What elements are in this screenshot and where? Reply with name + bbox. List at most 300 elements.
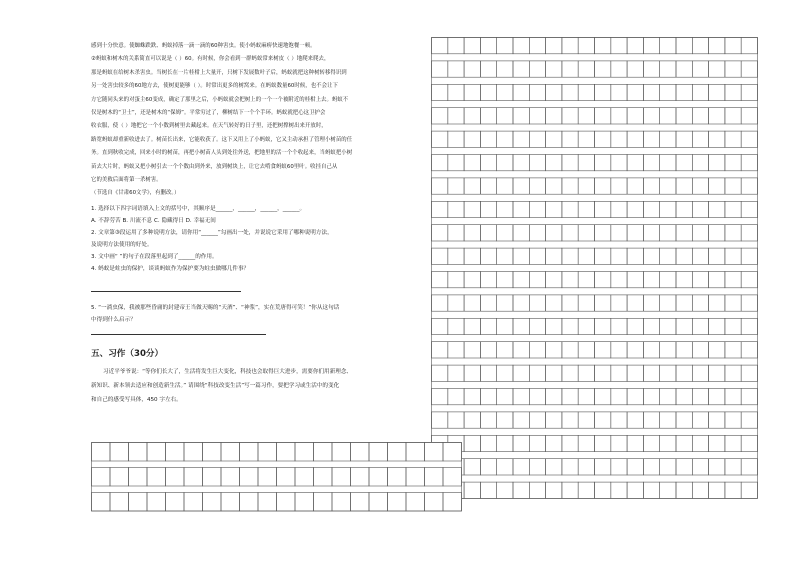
grid-cell[interactable] [611, 459, 627, 475]
grid-cell[interactable] [513, 318, 529, 334]
grid-cell[interactable] [546, 155, 562, 171]
grid-cell[interactable] [562, 365, 578, 381]
grid-cell[interactable] [595, 435, 611, 451]
grid-cell[interactable] [741, 225, 757, 241]
grid-cell[interactable] [448, 365, 464, 381]
grid-cell[interactable] [725, 131, 741, 147]
grid-cell[interactable] [529, 155, 545, 171]
grid-cell[interactable] [595, 61, 611, 77]
grid-cell[interactable] [692, 155, 708, 171]
grid-cell[interactable] [578, 482, 594, 498]
grid-cell[interactable] [513, 272, 529, 288]
grid-cell[interactable] [611, 178, 627, 194]
grid-cell[interactable] [448, 84, 464, 100]
grid-cell[interactable] [709, 435, 725, 451]
grid-cell[interactable] [578, 201, 594, 217]
grid-cell[interactable] [643, 295, 659, 311]
grid-cell[interactable] [166, 493, 185, 512]
grid-cell[interactable] [432, 272, 448, 288]
grid-cell[interactable] [611, 435, 627, 451]
grid-cell[interactable] [595, 482, 611, 498]
grid-cell[interactable] [184, 493, 203, 512]
grid-cell[interactable] [513, 225, 529, 241]
grid-cell[interactable] [692, 61, 708, 77]
grid-cell[interactable] [676, 459, 692, 475]
grid-cell[interactable] [480, 225, 496, 241]
grid-cell[interactable] [643, 342, 659, 358]
grid-cell[interactable] [203, 443, 222, 462]
grid-cell[interactable] [562, 155, 578, 171]
grid-cell[interactable] [562, 201, 578, 217]
grid-cell[interactable] [480, 131, 496, 147]
grid-cell[interactable] [725, 318, 741, 334]
grid-cell[interactable] [546, 225, 562, 241]
grid-cell[interactable] [578, 272, 594, 288]
grid-cell[interactable] [611, 272, 627, 288]
grid-cell[interactable] [513, 295, 529, 311]
grid-cell[interactable] [497, 482, 513, 498]
grid-cell[interactable] [147, 468, 166, 487]
grid-cell[interactable] [578, 178, 594, 194]
grid-cell[interactable] [611, 155, 627, 171]
grid-cell[interactable] [627, 108, 643, 124]
grid-cell[interactable] [497, 155, 513, 171]
grid-cell[interactable] [627, 318, 643, 334]
grid-cell[interactable] [692, 295, 708, 311]
grid-cell[interactable] [643, 272, 659, 288]
grid-cell[interactable] [709, 318, 725, 334]
grid-cell[interactable] [562, 459, 578, 475]
grid-cell[interactable] [692, 38, 708, 54]
grid-cell[interactable] [443, 493, 462, 512]
grid-cell[interactable] [660, 272, 676, 288]
grid-cell[interactable] [562, 225, 578, 241]
grid-cell[interactable] [741, 84, 757, 100]
grid-cell[interactable] [611, 38, 627, 54]
grid-cell[interactable] [660, 155, 676, 171]
grid-cell[interactable] [709, 61, 725, 77]
grid-cell[interactable] [643, 201, 659, 217]
grid-cell[interactable] [129, 493, 148, 512]
grid-cell[interactable] [611, 84, 627, 100]
grid-cell[interactable] [513, 178, 529, 194]
grid-cell[interactable] [314, 493, 333, 512]
grid-cell[interactable] [562, 435, 578, 451]
grid-cell[interactable] [627, 412, 643, 428]
grid-cell[interactable] [464, 272, 480, 288]
grid-cell[interactable] [464, 318, 480, 334]
grid-cell[interactable] [480, 389, 496, 405]
grid-cell[interactable] [529, 365, 545, 381]
grid-cell[interactable] [709, 38, 725, 54]
grid-cell[interactable] [497, 178, 513, 194]
grid-cell[interactable] [676, 248, 692, 264]
grid-cell[interactable] [660, 295, 676, 311]
grid-cell[interactable] [184, 468, 203, 487]
grid-cell[interactable] [741, 155, 757, 171]
grid-cell[interactable] [611, 342, 627, 358]
grid-cell[interactable] [432, 295, 448, 311]
grid-cell[interactable] [448, 295, 464, 311]
grid-cell[interactable] [676, 84, 692, 100]
grid-cell[interactable] [432, 131, 448, 147]
grid-cell[interactable] [692, 84, 708, 100]
grid-cell[interactable] [129, 443, 148, 462]
grid-cell[interactable] [676, 155, 692, 171]
grid-cell[interactable] [595, 295, 611, 311]
grid-cell[interactable] [464, 178, 480, 194]
grid-cell[interactable] [643, 131, 659, 147]
grid-cell[interactable] [546, 248, 562, 264]
grid-cell[interactable] [529, 435, 545, 451]
grid-cell[interactable] [529, 131, 545, 147]
grid-cell[interactable] [448, 272, 464, 288]
grid-cell[interactable] [497, 248, 513, 264]
grid-cell[interactable] [448, 412, 464, 428]
grid-cell[interactable] [660, 342, 676, 358]
grid-cell[interactable] [611, 318, 627, 334]
grid-cell[interactable] [562, 131, 578, 147]
grid-cell[interactable] [529, 178, 545, 194]
grid-cell[interactable] [660, 38, 676, 54]
grid-cell[interactable] [464, 435, 480, 451]
grid-cell[interactable] [578, 412, 594, 428]
grid-cell[interactable] [611, 295, 627, 311]
grid-cell[interactable] [497, 435, 513, 451]
grid-cell[interactable] [627, 225, 643, 241]
grid-cell[interactable] [627, 38, 643, 54]
grid-cell[interactable] [388, 443, 407, 462]
grid-cell[interactable] [513, 248, 529, 264]
grid-cell[interactable] [595, 365, 611, 381]
grid-cell[interactable] [741, 482, 757, 498]
grid-cell[interactable] [676, 342, 692, 358]
grid-cell[interactable] [643, 412, 659, 428]
grid-cell[interactable] [432, 412, 448, 428]
grid-cell[interactable] [709, 201, 725, 217]
grid-cell[interactable] [741, 272, 757, 288]
grid-cell[interactable] [221, 493, 240, 512]
grid-cell[interactable] [203, 493, 222, 512]
grid-cell[interactable] [611, 248, 627, 264]
grid-cell[interactable] [676, 225, 692, 241]
grid-cell[interactable] [725, 365, 741, 381]
grid-cell[interactable] [676, 389, 692, 405]
grid-cell[interactable] [497, 131, 513, 147]
grid-cell[interactable] [741, 318, 757, 334]
grid-cell[interactable] [709, 365, 725, 381]
grid-cell[interactable] [529, 318, 545, 334]
grid-cell[interactable] [660, 459, 676, 475]
answer-line-4[interactable] [91, 283, 241, 292]
grid-cell[interactable] [432, 365, 448, 381]
grid-cell[interactable] [480, 84, 496, 100]
grid-cell[interactable] [595, 155, 611, 171]
grid-cell[interactable] [513, 389, 529, 405]
grid-cell[interactable] [546, 295, 562, 311]
grid-cell[interactable] [725, 225, 741, 241]
grid-cell[interactable] [660, 61, 676, 77]
grid-cell[interactable] [448, 155, 464, 171]
grid-cell[interactable] [546, 459, 562, 475]
grid-cell[interactable] [643, 178, 659, 194]
grid-cell[interactable] [480, 295, 496, 311]
grid-cell[interactable] [611, 61, 627, 77]
grid-cell[interactable] [513, 342, 529, 358]
grid-cell[interactable] [432, 225, 448, 241]
grid-cell[interactable] [448, 225, 464, 241]
grid-cell[interactable] [676, 61, 692, 77]
grid-cell[interactable] [529, 482, 545, 498]
grid-cell[interactable] [480, 365, 496, 381]
grid-cell[interactable] [432, 61, 448, 77]
grid-cell[interactable] [513, 201, 529, 217]
grid-cell[interactable] [497, 38, 513, 54]
grid-cell[interactable] [497, 318, 513, 334]
grid-cell[interactable] [725, 248, 741, 264]
grid-cell[interactable] [725, 459, 741, 475]
grid-cell[interactable] [643, 482, 659, 498]
grid-cell[interactable] [480, 38, 496, 54]
grid-cell[interactable] [578, 248, 594, 264]
grid-cell[interactable] [92, 493, 111, 512]
grid-cell[interactable] [660, 108, 676, 124]
grid-cell[interactable] [562, 61, 578, 77]
grid-cell[interactable] [369, 493, 388, 512]
grid-cell[interactable] [295, 443, 314, 462]
grid-cell[interactable] [709, 225, 725, 241]
grid-cell[interactable] [578, 365, 594, 381]
grid-cell[interactable] [480, 435, 496, 451]
grid-cell[interactable] [314, 468, 333, 487]
grid-cell[interactable] [595, 318, 611, 334]
grid-cell[interactable] [480, 482, 496, 498]
grid-cell[interactable] [692, 389, 708, 405]
grid-cell[interactable] [432, 248, 448, 264]
grid-cell[interactable] [529, 459, 545, 475]
grid-cell[interactable] [425, 468, 444, 487]
grid-cell[interactable] [497, 84, 513, 100]
grid-cell[interactable] [595, 38, 611, 54]
grid-cell[interactable] [464, 108, 480, 124]
grid-cell[interactable] [611, 412, 627, 428]
grid-cell[interactable] [464, 201, 480, 217]
grid-cell[interactable] [546, 318, 562, 334]
grid-cell[interactable] [643, 38, 659, 54]
grid-cell[interactable] [221, 443, 240, 462]
grid-cell[interactable] [611, 482, 627, 498]
grid-cell[interactable] [709, 412, 725, 428]
grid-cell[interactable] [709, 248, 725, 264]
grid-cell[interactable] [611, 201, 627, 217]
grid-cell[interactable] [741, 365, 757, 381]
grid-cell[interactable] [611, 389, 627, 405]
grid-cell[interactable] [725, 412, 741, 428]
grid-cell[interactable] [611, 131, 627, 147]
grid-cell[interactable] [562, 295, 578, 311]
grid-cell[interactable] [578, 318, 594, 334]
grid-cell[interactable] [676, 435, 692, 451]
grid-cell[interactable] [351, 443, 370, 462]
grid-cell[interactable] [425, 493, 444, 512]
grid-cell[interactable] [147, 493, 166, 512]
grid-cell[interactable] [676, 482, 692, 498]
grid-cell[interactable] [725, 482, 741, 498]
grid-cell[interactable] [627, 155, 643, 171]
grid-cell[interactable] [497, 459, 513, 475]
grid-cell[interactable] [692, 108, 708, 124]
grid-cell[interactable] [578, 342, 594, 358]
grid-cell[interactable] [546, 342, 562, 358]
grid-cell[interactable] [295, 493, 314, 512]
grid-cell[interactable] [480, 272, 496, 288]
grid-cell[interactable] [676, 412, 692, 428]
grid-cell[interactable] [480, 178, 496, 194]
grid-cell[interactable] [497, 225, 513, 241]
grid-cell[interactable] [676, 38, 692, 54]
grid-cell[interactable] [432, 342, 448, 358]
grid-cell[interactable] [725, 84, 741, 100]
grid-cell[interactable] [643, 248, 659, 264]
grid-cell[interactable] [627, 84, 643, 100]
grid-cell[interactable] [709, 295, 725, 311]
grid-cell[interactable] [464, 295, 480, 311]
grid-cell[interactable] [332, 468, 351, 487]
grid-cell[interactable] [332, 493, 351, 512]
grid-cell[interactable] [725, 38, 741, 54]
grid-cell[interactable] [497, 342, 513, 358]
grid-cell[interactable] [480, 412, 496, 428]
grid-cell[interactable] [529, 108, 545, 124]
grid-cell[interactable] [464, 61, 480, 77]
grid-cell[interactable] [388, 468, 407, 487]
grid-cell[interactable] [464, 482, 480, 498]
grid-cell[interactable] [578, 84, 594, 100]
grid-cell[interactable] [643, 108, 659, 124]
grid-cell[interactable] [562, 84, 578, 100]
grid-cell[interactable] [464, 155, 480, 171]
grid-cell[interactable] [725, 435, 741, 451]
grid-cell[interactable] [464, 342, 480, 358]
grid-cell[interactable] [660, 248, 676, 264]
grid-cell[interactable] [741, 342, 757, 358]
grid-cell[interactable] [448, 108, 464, 124]
grid-cell[interactable] [497, 108, 513, 124]
grid-cell[interactable] [676, 108, 692, 124]
grid-cell[interactable] [464, 389, 480, 405]
grid-cell[interactable] [676, 295, 692, 311]
grid-cell[interactable] [643, 318, 659, 334]
grid-cell[interactable] [709, 459, 725, 475]
grid-cell[interactable] [676, 272, 692, 288]
grid-cell[interactable] [432, 201, 448, 217]
grid-cell[interactable] [709, 84, 725, 100]
grid-cell[interactable] [529, 272, 545, 288]
grid-cell[interactable] [464, 84, 480, 100]
grid-cell[interactable] [627, 178, 643, 194]
grid-cell[interactable] [692, 178, 708, 194]
grid-cell[interactable] [741, 178, 757, 194]
grid-cell[interactable] [627, 435, 643, 451]
grid-cell[interactable] [741, 201, 757, 217]
grid-cell[interactable] [513, 155, 529, 171]
grid-cell[interactable] [562, 318, 578, 334]
grid-cell[interactable] [497, 272, 513, 288]
grid-cell[interactable] [432, 38, 448, 54]
grid-cell[interactable] [725, 155, 741, 171]
grid-cell[interactable] [546, 61, 562, 77]
grid-cell[interactable] [480, 155, 496, 171]
grid-cell[interactable] [480, 342, 496, 358]
grid-cell[interactable] [595, 225, 611, 241]
grid-cell[interactable] [497, 61, 513, 77]
grid-cell[interactable] [258, 443, 277, 462]
grid-cell[interactable] [595, 108, 611, 124]
grid-cell[interactable] [595, 272, 611, 288]
grid-cell[interactable] [432, 178, 448, 194]
grid-cell[interactable] [643, 435, 659, 451]
grid-cell[interactable] [432, 318, 448, 334]
grid-cell[interactable] [578, 389, 594, 405]
grid-cell[interactable] [432, 108, 448, 124]
grid-cell[interactable] [277, 468, 296, 487]
grid-cell[interactable] [660, 84, 676, 100]
grid-cell[interactable] [578, 225, 594, 241]
grid-cell[interactable] [627, 61, 643, 77]
grid-cell[interactable] [741, 131, 757, 147]
grid-cell[interactable] [627, 365, 643, 381]
grid-cell[interactable] [578, 38, 594, 54]
grid-cell[interactable] [448, 178, 464, 194]
grid-cell[interactable] [513, 38, 529, 54]
grid-cell[interactable] [741, 389, 757, 405]
grid-cell[interactable] [546, 108, 562, 124]
grid-cell[interactable] [709, 342, 725, 358]
grid-cell[interactable] [110, 468, 129, 487]
grid-cell[interactable] [92, 468, 111, 487]
grid-cell[interactable] [129, 468, 148, 487]
grid-cell[interactable] [513, 61, 529, 77]
writing-grid-bottom[interactable] [91, 442, 462, 518]
grid-cell[interactable] [513, 131, 529, 147]
grid-cell[interactable] [546, 272, 562, 288]
grid-cell[interactable] [529, 38, 545, 54]
grid-cell[interactable] [611, 108, 627, 124]
grid-cell[interactable] [277, 443, 296, 462]
grid-cell[interactable] [595, 131, 611, 147]
grid-cell[interactable] [448, 389, 464, 405]
grid-cell[interactable] [529, 201, 545, 217]
grid-cell[interactable] [529, 248, 545, 264]
grid-cell[interactable] [480, 318, 496, 334]
grid-cell[interactable] [546, 365, 562, 381]
grid-cell[interactable] [480, 459, 496, 475]
grid-cell[interactable] [627, 482, 643, 498]
grid-cell[interactable] [464, 131, 480, 147]
grid-cell[interactable] [448, 342, 464, 358]
grid-cell[interactable] [546, 412, 562, 428]
grid-cell[interactable] [660, 225, 676, 241]
grid-cell[interactable] [578, 459, 594, 475]
grid-cell[interactable] [578, 131, 594, 147]
grid-cell[interactable] [562, 272, 578, 288]
grid-cell[interactable] [741, 108, 757, 124]
grid-cell[interactable] [692, 342, 708, 358]
grid-cell[interactable] [676, 201, 692, 217]
grid-cell[interactable] [314, 443, 333, 462]
grid-cell[interactable] [562, 108, 578, 124]
grid-cell[interactable] [741, 38, 757, 54]
